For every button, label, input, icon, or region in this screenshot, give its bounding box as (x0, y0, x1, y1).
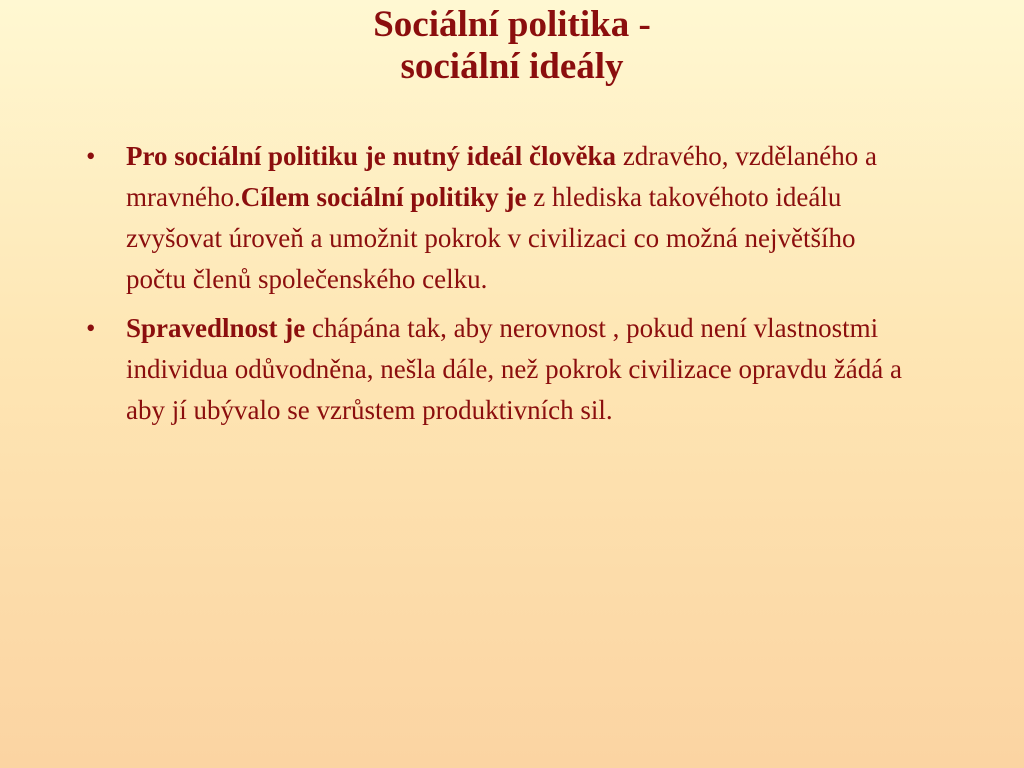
bullet-1-bold-goal: Cílem sociální politiky je (240, 182, 527, 212)
bullet-icon: • (86, 313, 96, 343)
bullet-icon: • (86, 141, 96, 171)
bullet-item-ideal (86, 136, 916, 300)
slide-title-line-2: sociální ideály (400, 46, 624, 87)
bullet-1-text-end: z hlediska takovéhoto ideálu zvyšovat úroveň a umožnit pokrok v civilizaci co možná největšího počtu členů společenského celku. (126, 182, 856, 294)
slide-title-line-1: Sociální politika - (373, 4, 651, 45)
bullet-1-bold-lead: Pro sociální politiku je nutný ideál člověka (126, 141, 617, 171)
bullet-item-justice (86, 308, 916, 431)
slide-title (0, 4, 1024, 88)
bullet-2-bold-lead: Spravedlnost je (126, 313, 306, 343)
bullet-1-text: zdravého, vzdělaného a mravného. (126, 141, 877, 212)
bullet-2-text: chápána tak, aby nerovnost , pokud není vlastnostmi individua odůvodněna, nešla dále, než pokrok civilizace opravdu žádá a aby jí ubývalo se vzrůstem produktivních sil. (126, 313, 902, 425)
bullet-list (86, 136, 916, 439)
